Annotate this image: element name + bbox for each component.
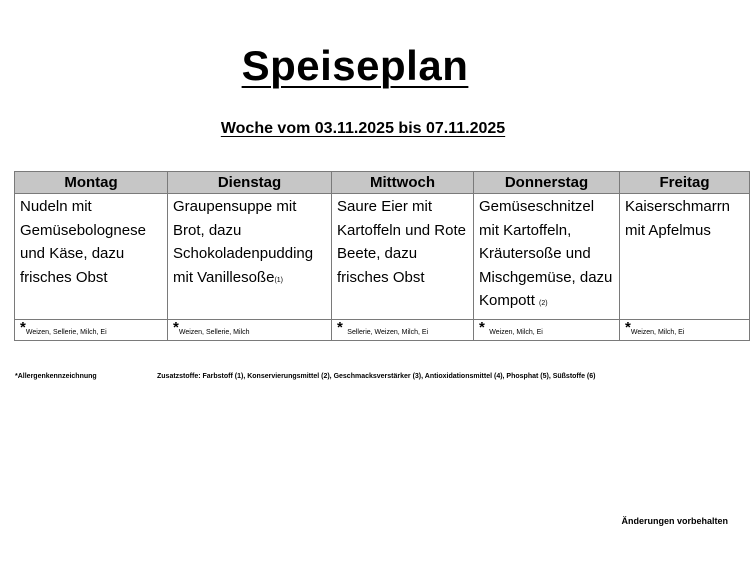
dish-text: Graupensuppe mit Brot, dazu Schokoladenpudding mit Vanillesoße: [173, 198, 314, 286]
additive-note: (1): [274, 276, 283, 284]
dish-cell-donnerstag: [474, 194, 620, 320]
allergen-row: [15, 320, 750, 341]
legend-text: Allergenkennzeichnung: [17, 373, 97, 380]
allergen-text: Weizen, Milch, Ei: [489, 329, 543, 336]
allergen-star: *: [337, 319, 343, 336]
dish-text: Saure Eier mit Kartoffeln und Rote Beete, dazu frisches Obst: [337, 198, 466, 286]
dish-text: Gemüseschnitzel mit Kartoffeln, Kräutersoße und Mischgemüse, dazu Kompott: [479, 198, 613, 309]
allergen-star: *: [20, 319, 26, 336]
allergen-legend: [15, 373, 97, 380]
page-title: Speiseplan: [241, 42, 469, 89]
allergen-cell-dienstag: [168, 320, 332, 341]
allergen-text: Weizen, Sellerie, Milch, Ei: [25, 329, 107, 336]
allergen-cell-mittwoch: [332, 320, 474, 341]
week-range: Woche vom 03.11.2025 bis 07.11.2025: [220, 120, 506, 137]
day-header-dienstag: Dienstag: [168, 172, 332, 194]
day-header-freitag: Freitag: [620, 172, 750, 194]
day-header-donnerstag: Donnerstag: [474, 172, 620, 194]
dish-cell-mittwoch: [332, 194, 474, 320]
dish-cell-dienstag: [168, 194, 332, 320]
dish-text: Kaiserschmarrn mit Apfelmus: [625, 198, 731, 239]
dish-text: Nudeln mit Gemüsebolognese und Käse, dazu frisches Obst: [20, 198, 146, 286]
menu-table: [14, 171, 750, 341]
changes-notice: Änderungen vorbehalten: [621, 516, 728, 526]
allergen-star: *: [625, 319, 631, 336]
allergen-cell-donnerstag: [474, 320, 620, 341]
additive-note: (2): [539, 300, 548, 307]
allergen-cell-freitag: [620, 320, 750, 341]
allergen-text: Weizen, Sellerie, Milch: [178, 329, 250, 336]
allergen-star: *: [479, 319, 485, 336]
weekday-header-row: [15, 172, 750, 194]
day-header-montag: Montag: [15, 172, 168, 194]
allergen-text: Weizen, Milch, Ei: [630, 329, 685, 336]
dish-cell-freitag: [620, 194, 750, 320]
dish-cell-montag: [15, 194, 168, 320]
dish-row: [15, 194, 750, 320]
additives-note: Zusatzstoffe: Farbstoff (1), Konservierungsmittel (2), Geschmacksverstärker (3), Antioxidationsmittel (4), Phosphat (5), Süßstoffe (6): [157, 373, 596, 380]
day-header-mittwoch: Mittwoch: [332, 172, 474, 194]
legend-star: *: [15, 373, 18, 380]
allergen-star: *: [173, 319, 179, 336]
allergen-cell-montag: [15, 320, 168, 341]
allergen-text: Sellerie, Weizen, Milch, Ei: [347, 329, 429, 336]
